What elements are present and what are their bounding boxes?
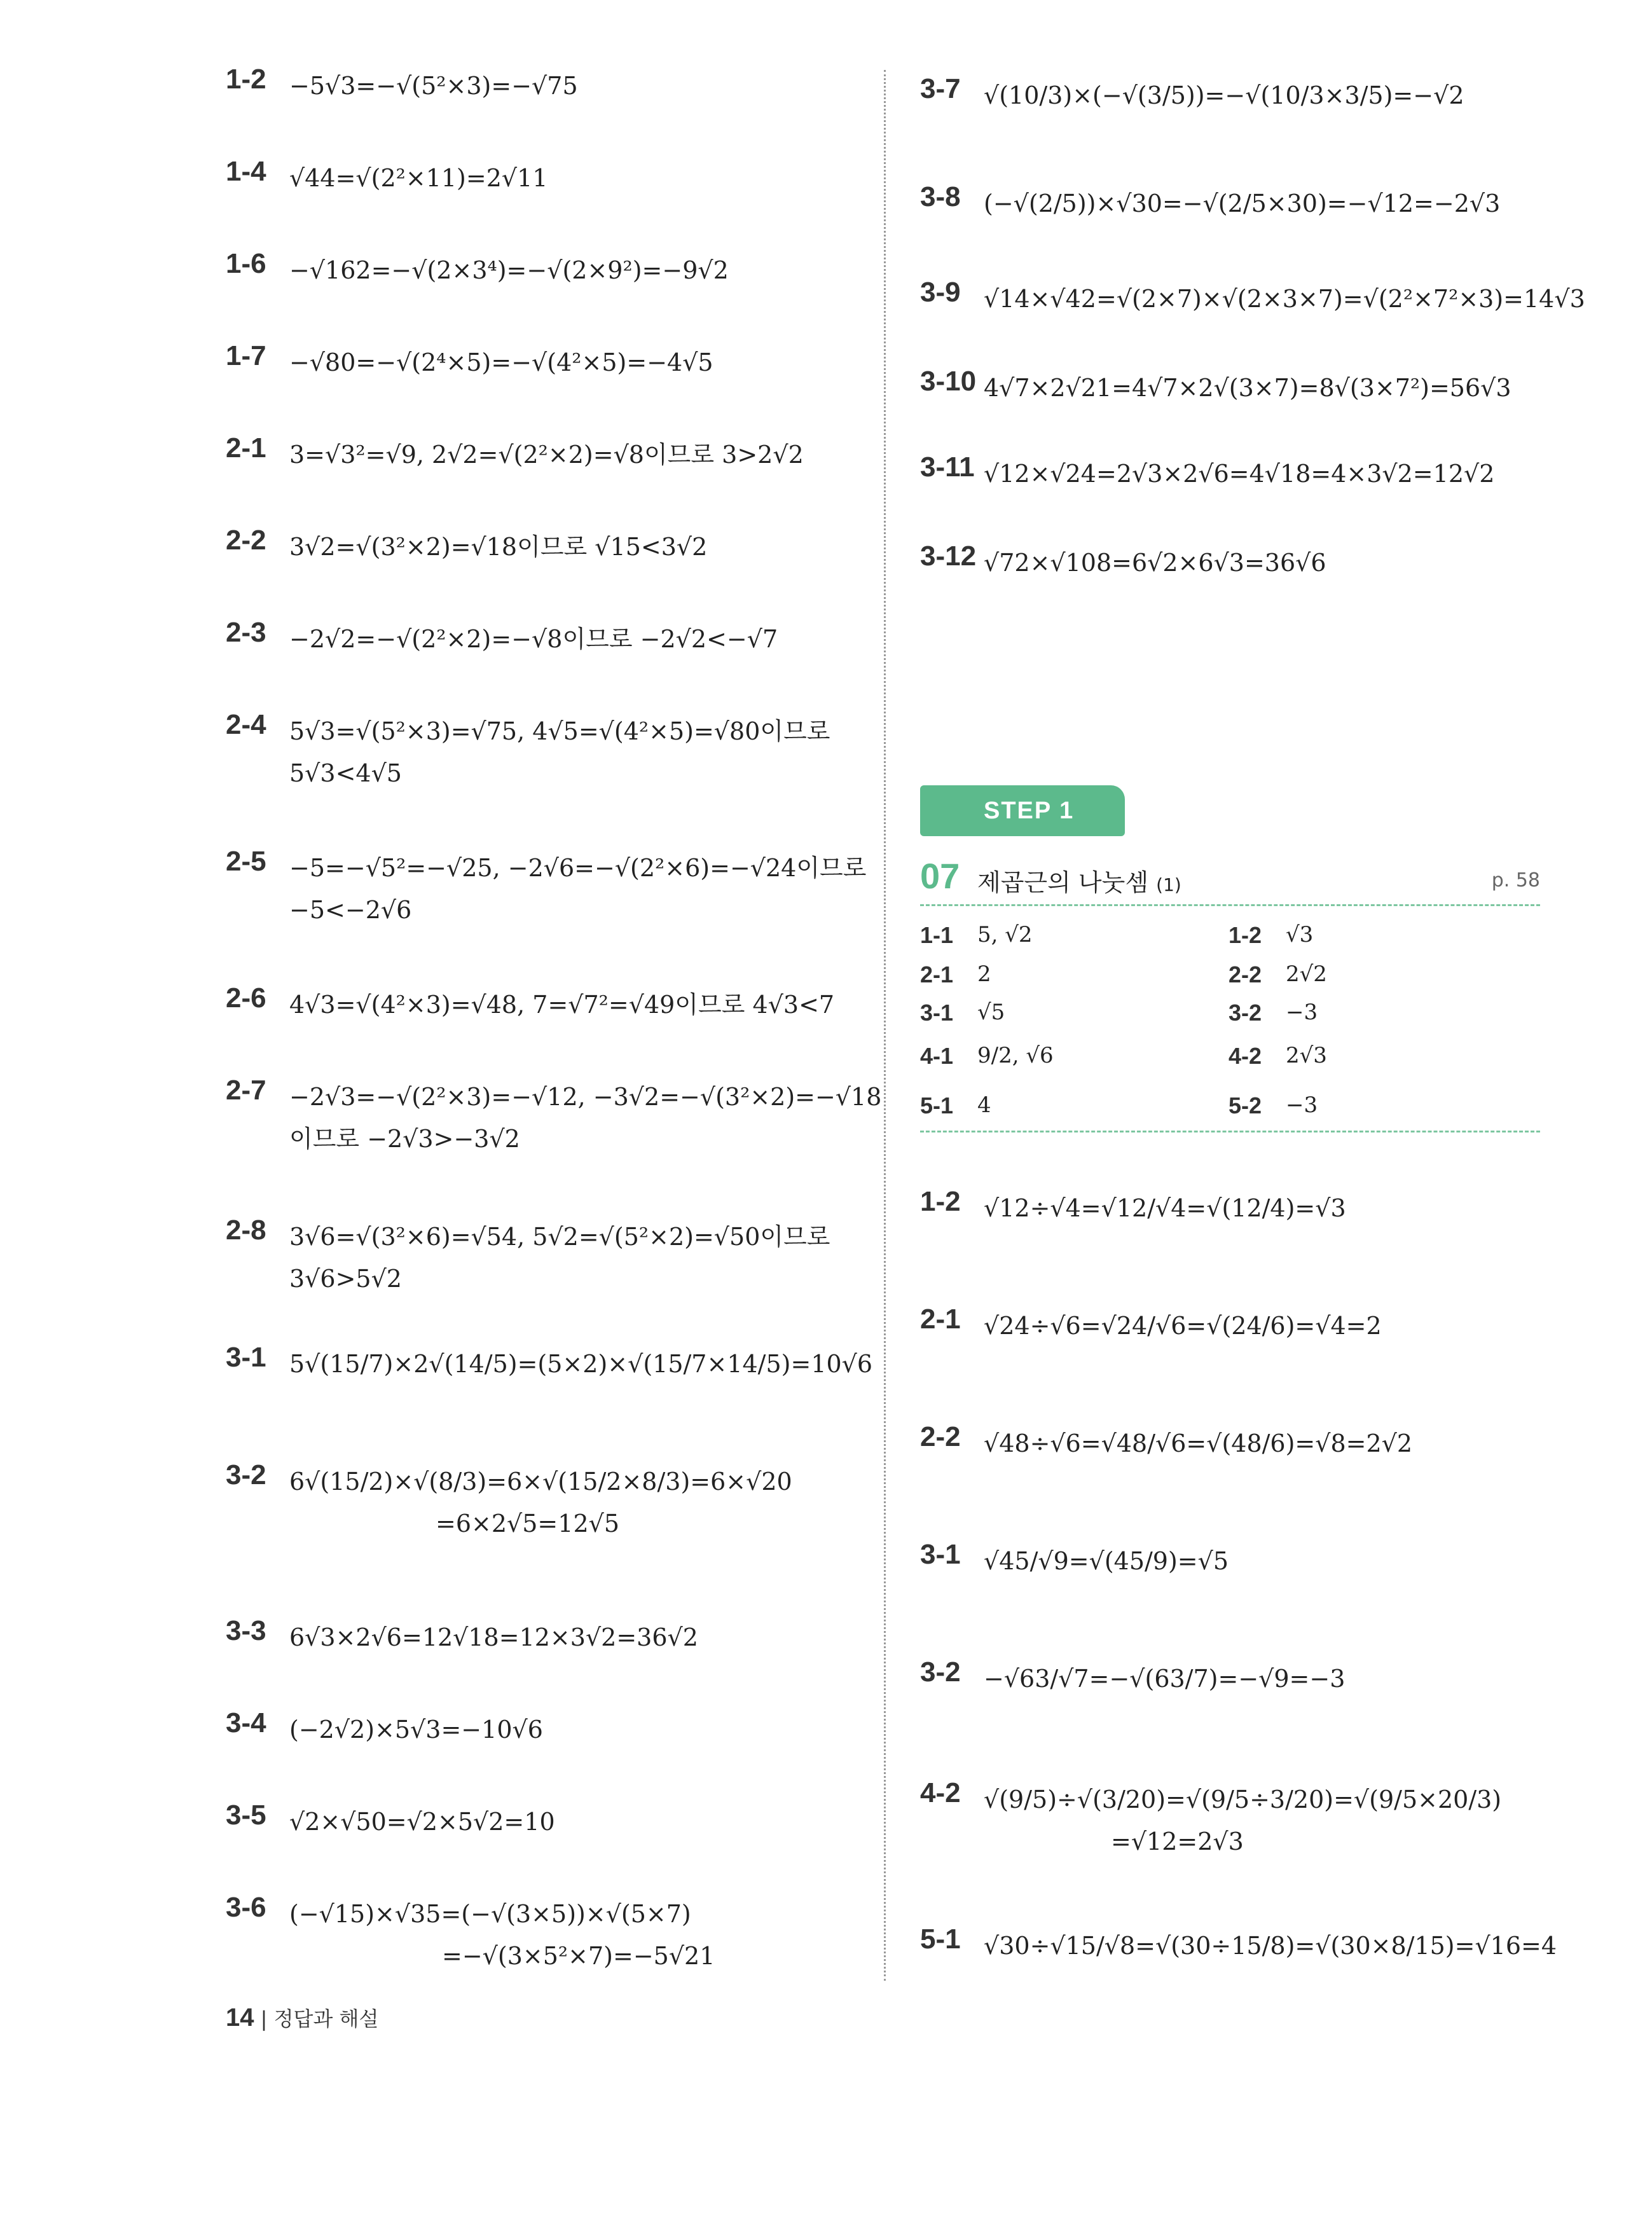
item-equation [289, 434, 804, 476]
equation-line: √30÷√15/√8=√(30÷15/8)=√(30×8/15)=√16=4 [984, 1932, 1557, 1960]
item-equation [289, 1616, 698, 1658]
item-label: 2-1 [920, 1304, 961, 1335]
equation-line: =−√(3×5²×7)=−5√21 [442, 1942, 715, 1970]
item-label: 3-1 [226, 1342, 266, 1373]
equation-line: √24÷√6=√24/√6=√(24/6)=√4=2 [984, 1312, 1382, 1340]
equation-line: −5=−√5²=−√25, −2√6=−√(2²×6)=−√24이므로 [289, 854, 867, 882]
item-equation [984, 542, 1326, 584]
equation-line: 3√6=√(3²×6)=√54, 5√2=√(5²×2)=√50이므로 [289, 1223, 830, 1251]
item-label: 3-3 [226, 1615, 266, 1646]
item-equation [289, 1076, 881, 1160]
equation-line: (−√15)×√35=(−√(3×5))×√(5×7) [289, 1900, 691, 1928]
equation-line: 5√3<4√5 [289, 759, 402, 787]
equation-line: √44=√(2²×11)=2√11 [289, 164, 548, 192]
item-label: 3-7 [920, 73, 961, 104]
item-equation [984, 1422, 1412, 1464]
equation-line: √45/√9=√(45/9)=√5 [984, 1547, 1229, 1575]
item-equation [289, 341, 713, 383]
quick-answer-value: 4 [977, 1092, 991, 1118]
equation-line: −2√3=−√(2²×3)=−√12, −3√2=−√(3²×2)=−√18 [289, 1083, 882, 1111]
quick-answer-label: 4-2 [1229, 1043, 1262, 1069]
item-equation [289, 847, 866, 931]
dashed-rule-bottom [920, 1131, 1540, 1132]
item-equation [984, 1305, 1382, 1347]
section-number: 07 [920, 856, 960, 896]
item-equation [289, 1801, 555, 1843]
equation-line: √2×√50=√2×5√2=10 [289, 1808, 555, 1836]
item-label: 3-10 [920, 366, 977, 397]
equation-line: −2√2=−√(2²×2)=−√8이므로 −2√2<−√7 [289, 625, 778, 653]
quick-answer-value: √5 [977, 1000, 1005, 1025]
item-label: 3-2 [226, 1459, 266, 1490]
equation-line: −√162=−√(2×3⁴)=−√(2×9²)=−9√2 [289, 256, 729, 284]
item-equation [984, 182, 1500, 224]
equation-line: −√80=−√(2⁴×5)=−√(4²×5)=−4√5 [289, 348, 713, 376]
item-equation [289, 1461, 792, 1545]
item-equation [984, 367, 1511, 409]
item-equation [289, 618, 778, 660]
item-equation [289, 1343, 872, 1385]
item-equation [984, 278, 1585, 320]
footer-text: 정답과 해설 [273, 2007, 379, 2031]
equation-line: 6√3×2√6=12√18=12×3√2=36√2 [289, 1623, 698, 1651]
item-equation [984, 453, 1494, 495]
equation-line: 6√(15/2)×√(8/3)=6×√(15/2×8/3)=6×√20 [289, 1468, 792, 1496]
item-label: 3-9 [920, 277, 961, 308]
quick-answer-label: 2-1 [920, 961, 954, 988]
item-equation [289, 1709, 543, 1751]
item-label: 3-1 [920, 1539, 961, 1570]
item-equation [984, 1658, 1345, 1700]
equation-line: √(9/5)÷√(3/20)=√(9/5÷3/20)=√(9/5×20/3) [984, 1786, 1502, 1814]
equation-line: 3√6>5√2 [289, 1265, 402, 1293]
item-label: 5-1 [920, 1924, 961, 1955]
equation-line: √48÷√6=√48/√6=√(48/6)=√8=2√2 [984, 1429, 1413, 1457]
page-footer: 14 | 정답과 해설 [226, 2004, 379, 2032]
item-equation [289, 526, 707, 568]
quick-answer-value: 9/2, √6 [977, 1043, 1054, 1068]
item-equation [984, 1540, 1229, 1582]
item-label: 1-6 [226, 248, 266, 279]
item-label: 2-6 [226, 982, 266, 1014]
item-label: 2-5 [226, 846, 266, 877]
item-label: 3-8 [920, 181, 961, 212]
item-label: 2-2 [920, 1421, 961, 1452]
page-number: 14 [226, 2004, 254, 2032]
quick-answer-value: √3 [1286, 922, 1314, 947]
equation-line: =6×2√5=12√5 [436, 1510, 620, 1538]
quick-answer-value: 2 [977, 961, 991, 987]
equation-line: √14×√42=√(2×7)×√(2×3×7)=√(2²×7²×3)=14√3 [984, 285, 1585, 313]
equation-line: 5√3=√(5²×3)=√75, 4√5=√(4²×5)=√80이므로 [289, 717, 830, 745]
equation-line: 3=√3²=√9, 2√2=√(2²×2)=√8이므로 3>2√2 [289, 441, 804, 469]
quick-answer-label: 3-2 [1229, 1000, 1262, 1026]
equation-line: 이므로 −2√3>−3√2 [289, 1125, 520, 1153]
item-label: 2-7 [226, 1075, 266, 1106]
item-label: 3-4 [226, 1707, 266, 1738]
item-equation [289, 65, 578, 107]
item-label: 1-4 [226, 156, 266, 187]
item-label: 3-6 [226, 1892, 266, 1923]
equation-line: 3√2=√(3²×2)=√18이므로 √15<3√2 [289, 533, 708, 561]
item-label: 1-7 [226, 340, 266, 371]
quick-answer-label: 5-1 [920, 1092, 954, 1118]
item-equation [289, 157, 547, 199]
item-equation [289, 1893, 715, 1977]
equation-line: 5√(15/7)×2√(14/5)=(5×2)×√(15/7×14/5)=10√6 [289, 1350, 873, 1378]
quick-answer-label: 3-1 [920, 1000, 954, 1026]
equation-line: −5√3=−√(5²×3)=−√75 [289, 72, 578, 100]
equation-line: =√12=2√3 [1111, 1827, 1244, 1855]
quick-answer-label: 1-1 [920, 922, 954, 948]
quick-answer-label: 4-1 [920, 1043, 954, 1069]
equation-line: √(10/3)×(−√(3/5))=−√(10/3×3/5)=−√2 [984, 81, 1464, 109]
item-equation [984, 1925, 1557, 1967]
item-label: 2-2 [226, 525, 266, 556]
column-divider [884, 70, 886, 1981]
item-equation [984, 74, 1464, 116]
dashed-rule-top [920, 904, 1540, 906]
equation-line: −5<−2√6 [289, 896, 412, 924]
item-label: 3-12 [920, 540, 977, 572]
step-badge: STEP 1 [920, 785, 1125, 836]
item-equation [289, 1216, 830, 1300]
section-title: 제곱근의 나눗셈 (1) [977, 869, 1181, 897]
equation-line: (−2√2)×5√3=−10√6 [289, 1716, 543, 1744]
item-equation [289, 984, 834, 1026]
equation-line: (−√(2/5))×√30=−√(2/5×30)=−√12=−2√3 [984, 189, 1501, 217]
section-page-ref: p. 58 [1491, 869, 1540, 891]
section-header [920, 855, 1540, 900]
item-equation [984, 1779, 1501, 1862]
equation-line: √12×√24=2√3×2√6=4√18=4×3√2=12√2 [984, 460, 1495, 488]
item-label: 2-1 [226, 432, 266, 464]
item-label: 2-3 [226, 617, 266, 648]
quick-answer-label: 1-2 [1229, 922, 1262, 948]
item-label: 1-2 [226, 64, 266, 95]
quick-answer-label: 5-2 [1229, 1092, 1262, 1118]
equation-line: 4√7×2√21=4√7×2√(3×7)=8√(3×7²)=56√3 [984, 374, 1511, 402]
quick-answer-label: 2-2 [1229, 961, 1262, 988]
item-label: 3-5 [226, 1800, 266, 1831]
item-equation [984, 1187, 1346, 1229]
equation-line: √12÷√4=√12/√4=√(12/4)=√3 [984, 1194, 1346, 1222]
item-equation [289, 710, 830, 794]
quick-answer-value: −3 [1286, 1092, 1318, 1118]
equation-line: −√63/√7=−√(63/7)=−√9=−3 [984, 1665, 1346, 1693]
item-label: 4-2 [920, 1777, 961, 1808]
item-label: 3-2 [920, 1656, 961, 1688]
equation-line: 4√3=√(4²×3)=√48, 7=√7²=√49이므로 4√3<7 [289, 991, 835, 1019]
equation-line: √72×√108=6√2×6√3=36√6 [984, 549, 1326, 577]
item-equation [289, 249, 729, 291]
quick-answer-value: 2√2 [1286, 961, 1327, 987]
item-label: 2-8 [226, 1215, 266, 1246]
item-label: 3-11 [920, 451, 975, 483]
quick-answer-value: 2√3 [1286, 1043, 1327, 1068]
quick-answer-value: 5, √2 [977, 922, 1033, 947]
quick-answer-value: −3 [1286, 1000, 1318, 1025]
item-label: 1-2 [920, 1186, 961, 1217]
item-label: 2-4 [226, 709, 266, 740]
